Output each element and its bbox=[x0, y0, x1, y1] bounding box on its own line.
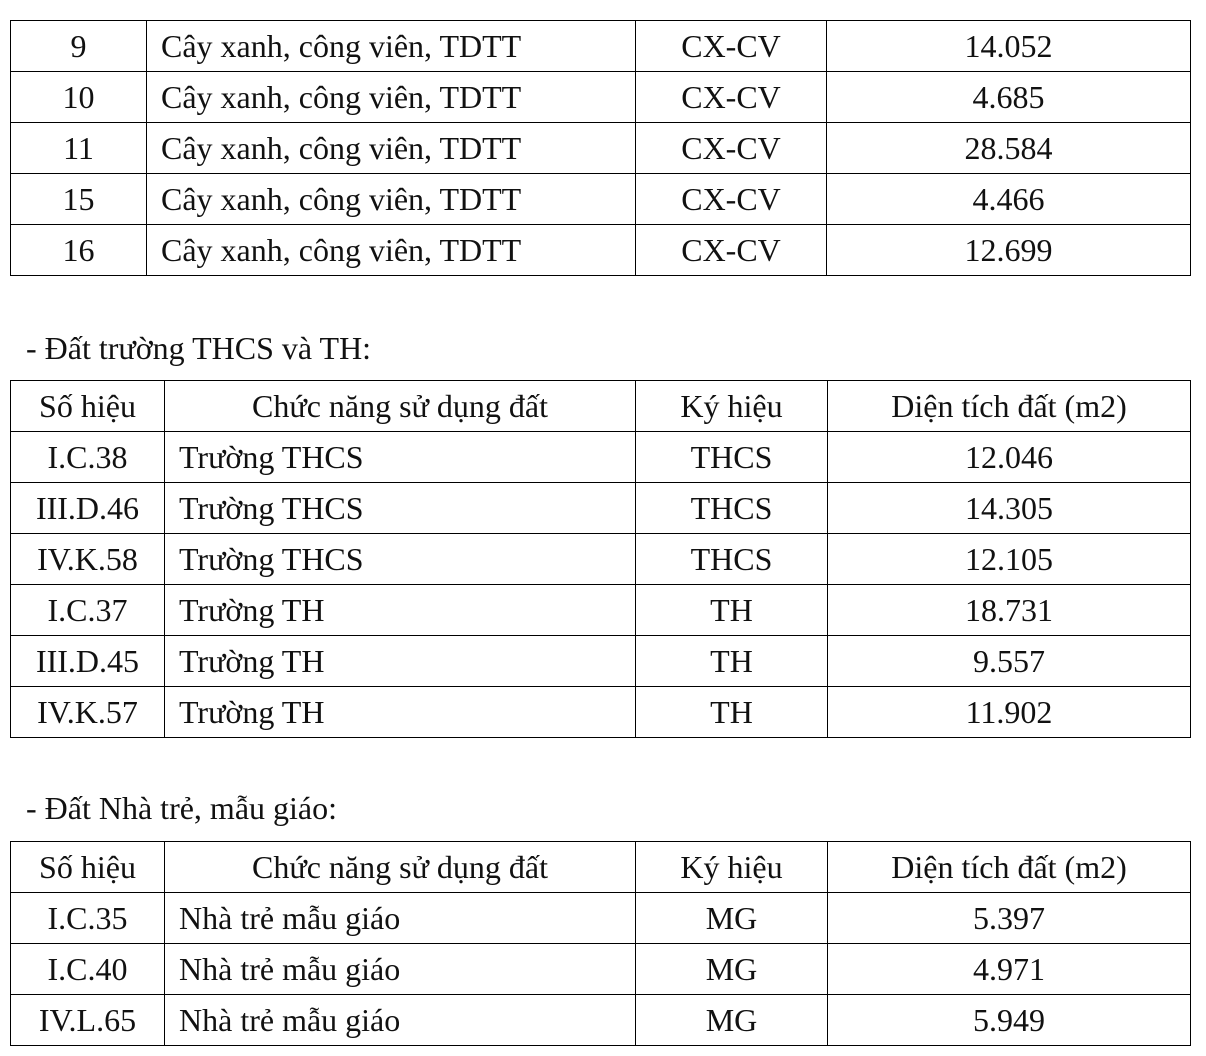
cell-code: CX-CV bbox=[636, 123, 827, 174]
cell-code: CX-CV bbox=[636, 72, 827, 123]
cell-id: IV.K.58 bbox=[11, 534, 165, 585]
header-id: Số hiệu bbox=[11, 381, 165, 432]
table-header-row bbox=[11, 842, 1191, 893]
table-row bbox=[11, 21, 1191, 72]
table-row bbox=[11, 585, 1191, 636]
header-function: Chức năng sử dụng đất bbox=[165, 381, 636, 432]
cell-code: MG bbox=[636, 893, 828, 944]
cell-area: 4.685 bbox=[827, 72, 1191, 123]
cell-area: 18.731 bbox=[828, 585, 1191, 636]
section-heading-schools: - Đất trường THCS và TH: bbox=[26, 330, 372, 366]
table-row bbox=[11, 893, 1191, 944]
table-row bbox=[11, 636, 1191, 687]
cell-code: MG bbox=[636, 995, 828, 1046]
table-row bbox=[11, 432, 1191, 483]
cell-area: 5.949 bbox=[828, 995, 1191, 1046]
table-row bbox=[11, 483, 1191, 534]
cell-function: Cây xanh, công viên, TDTT bbox=[147, 225, 636, 276]
cell-function: Nhà trẻ mẫu giáo bbox=[165, 995, 636, 1046]
cell-function: Nhà trẻ mẫu giáo bbox=[165, 893, 636, 944]
section-heading-kindergarten: - Đất Nhà trẻ, mẫu giáo: bbox=[26, 790, 337, 826]
cell-code: THCS bbox=[636, 432, 828, 483]
cell-id: I.C.40 bbox=[11, 944, 165, 995]
cell-id: 15 bbox=[11, 174, 147, 225]
cell-function: Cây xanh, công viên, TDTT bbox=[147, 123, 636, 174]
cell-area: 4.466 bbox=[827, 174, 1191, 225]
table-row bbox=[11, 534, 1191, 585]
cell-area: 12.105 bbox=[828, 534, 1191, 585]
cell-id: IV.K.57 bbox=[11, 687, 165, 738]
cell-function: Trường TH bbox=[165, 636, 636, 687]
cell-code: TH bbox=[636, 585, 828, 636]
cell-id: 16 bbox=[11, 225, 147, 276]
greenspace-table bbox=[10, 20, 1191, 276]
cell-area: 4.971 bbox=[828, 944, 1191, 995]
table-row bbox=[11, 687, 1191, 738]
cell-area: 14.305 bbox=[828, 483, 1191, 534]
cell-function: Trường THCS bbox=[165, 534, 636, 585]
cell-function: Nhà trẻ mẫu giáo bbox=[165, 944, 636, 995]
header-code: Ký hiệu bbox=[636, 381, 828, 432]
schools-table bbox=[10, 380, 1191, 738]
table-row bbox=[11, 944, 1191, 995]
cell-id: III.D.45 bbox=[11, 636, 165, 687]
cell-area: 11.902 bbox=[828, 687, 1191, 738]
cell-code: CX-CV bbox=[636, 21, 827, 72]
kindergarten-table bbox=[10, 841, 1191, 1046]
cell-area: 12.046 bbox=[828, 432, 1191, 483]
cell-area: 14.052 bbox=[827, 21, 1191, 72]
cell-id: 10 bbox=[11, 72, 147, 123]
cell-code: MG bbox=[636, 944, 828, 995]
cell-function: Trường TH bbox=[165, 687, 636, 738]
cell-id: I.C.37 bbox=[11, 585, 165, 636]
cell-code: THCS bbox=[636, 483, 828, 534]
cell-code: TH bbox=[636, 636, 828, 687]
header-code: Ký hiệu bbox=[636, 842, 828, 893]
cell-area: 5.397 bbox=[828, 893, 1191, 944]
cell-id: 11 bbox=[11, 123, 147, 174]
cell-code: THCS bbox=[636, 534, 828, 585]
table-row bbox=[11, 225, 1191, 276]
cell-area: 9.557 bbox=[828, 636, 1191, 687]
cell-function: Trường TH bbox=[165, 585, 636, 636]
header-id: Số hiệu bbox=[11, 842, 165, 893]
cell-id: I.C.38 bbox=[11, 432, 165, 483]
cell-area: 28.584 bbox=[827, 123, 1191, 174]
cell-area: 12.699 bbox=[827, 225, 1191, 276]
table-row bbox=[11, 174, 1191, 225]
cell-function: Cây xanh, công viên, TDTT bbox=[147, 21, 636, 72]
cell-id: IV.L.65 bbox=[11, 995, 165, 1046]
cell-code: CX-CV bbox=[636, 225, 827, 276]
table-row bbox=[11, 123, 1191, 174]
header-area: Diện tích đất (m2) bbox=[828, 842, 1191, 893]
cell-function: Trường THCS bbox=[165, 432, 636, 483]
cell-function: Cây xanh, công viên, TDTT bbox=[147, 174, 636, 225]
cell-id: I.C.35 bbox=[11, 893, 165, 944]
table-row bbox=[11, 995, 1191, 1046]
table-row bbox=[11, 72, 1191, 123]
cell-code: CX-CV bbox=[636, 174, 827, 225]
header-area: Diện tích đất (m2) bbox=[828, 381, 1191, 432]
cell-id: 9 bbox=[11, 21, 147, 72]
cell-id: III.D.46 bbox=[11, 483, 165, 534]
cell-code: TH bbox=[636, 687, 828, 738]
table-header-row bbox=[11, 381, 1191, 432]
cell-function: Cây xanh, công viên, TDTT bbox=[147, 72, 636, 123]
header-function: Chức năng sử dụng đất bbox=[165, 842, 636, 893]
cell-function: Trường THCS bbox=[165, 483, 636, 534]
